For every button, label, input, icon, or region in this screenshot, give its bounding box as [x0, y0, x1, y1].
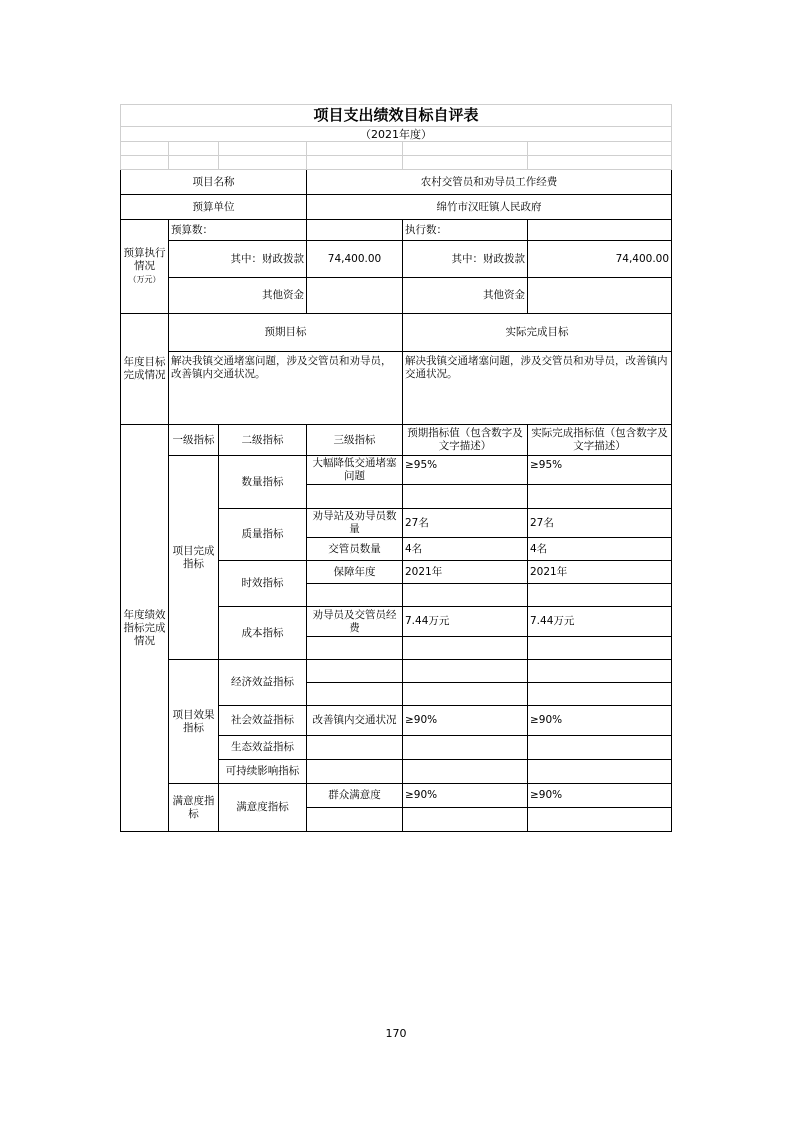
- level2-timeliness: 时效指标: [219, 561, 307, 607]
- header-level1: 一级指标: [169, 425, 219, 456]
- page-number: 170: [385, 1027, 407, 1040]
- page-subtitle: （2021年度）: [121, 127, 672, 142]
- expected-goal-header: 预期目标: [169, 314, 403, 352]
- level2-satisfaction: 满意度指标: [219, 784, 307, 832]
- project-name-label: 项目名称: [121, 170, 307, 195]
- budget-unit-label: 预算单位: [121, 195, 307, 220]
- cost-expected: 7.44万元: [403, 607, 528, 637]
- satisfaction-indicator-name: 群众满意度: [307, 784, 403, 808]
- fiscal-exec-label: 其中：财政拨款: [403, 241, 528, 278]
- other-budget-label: 其他资金: [169, 278, 307, 314]
- quality1-actual: 27名: [528, 509, 672, 538]
- timeliness-expected: 2021年: [403, 561, 528, 584]
- level2-sustainable: 可持续影响指标: [219, 760, 307, 784]
- group-effect: 项目效果指标: [169, 660, 219, 784]
- budget-section-text: 预算执行情况: [123, 247, 166, 272]
- fiscal-exec-value: 74,400.00: [528, 241, 672, 278]
- header-expected: 预期指标值（包含数字及文字描述）: [403, 425, 528, 456]
- fiscal-budget-label: 其中：财政拨款: [169, 241, 307, 278]
- satisfaction-actual: ≥90%: [528, 784, 672, 808]
- quantity-expected: ≥95%: [403, 456, 528, 485]
- quality2-indicator-name: 交管员数量: [307, 538, 403, 561]
- social-indicator-name: 改善镇内交通状况: [307, 706, 403, 736]
- quality1-expected: 27名: [403, 509, 528, 538]
- cost-indicator-name: 劝导员及交管员经费: [307, 607, 403, 637]
- expected-goal-text: 解决我镇交通堵塞问题，涉及交管员和劝导员，改善镇内交通状况。: [169, 352, 403, 425]
- quality1-indicator-name: 劝导站及劝导员数量: [307, 509, 403, 538]
- header-level3: 三级指标: [307, 425, 403, 456]
- indicators-section-label: 年度绩效指标完成情况: [121, 425, 169, 832]
- quantity-actual: ≥95%: [528, 456, 672, 485]
- group-satisfaction: 满意度指标: [169, 784, 219, 832]
- exec-amount-label: 执行数：: [403, 220, 528, 241]
- level2-ecological: 生态效益指标: [219, 736, 307, 760]
- social-expected: ≥90%: [403, 706, 528, 736]
- other-exec-label: 其他资金: [403, 278, 528, 314]
- actual-goal-header: 实际完成目标: [403, 314, 672, 352]
- timeliness-actual: 2021年: [528, 561, 672, 584]
- header-level2: 二级指标: [219, 425, 307, 456]
- budget-unit-value: 绵竹市汉旺镇人民政府: [307, 195, 672, 220]
- fiscal-budget-value: 74,400.00: [307, 241, 403, 278]
- page-title: 项目支出绩效目标自评表: [121, 105, 672, 127]
- quality2-actual: 4名: [528, 538, 672, 561]
- project-name-value: 农村交管员和劝导员工作经费: [307, 170, 672, 195]
- level2-quality: 质量指标: [219, 509, 307, 561]
- performance-table: [120, 104, 672, 832]
- quality2-expected: 4名: [403, 538, 528, 561]
- level2-cost: 成本指标: [219, 607, 307, 660]
- budget-amount-label: 预算数：: [169, 220, 307, 241]
- cost-actual: 7.44万元: [528, 607, 672, 637]
- quantity-indicator-name: 大幅降低交通堵塞问题: [307, 456, 403, 485]
- level2-quantity: 数量指标: [219, 456, 307, 509]
- header-actual: 实际完成指标值（包含数字及文字描述）: [528, 425, 672, 456]
- satisfaction-expected: ≥90%: [403, 784, 528, 808]
- level2-economic: 经济效益指标: [219, 660, 307, 706]
- actual-goal-text: 解决我镇交通堵塞问题，涉及交管员和劝导员，改善镇内交通状况。: [403, 352, 672, 425]
- social-actual: ≥90%: [528, 706, 672, 736]
- timeliness-indicator-name: 保障年度: [307, 561, 403, 584]
- level2-social: 社会效益指标: [219, 706, 307, 736]
- group-output: 项目完成指标: [169, 456, 219, 660]
- budget-section-label: [121, 220, 169, 314]
- budget-unit-note: （万元）: [128, 275, 161, 284]
- goals-section-label: 年度目标完成情况: [121, 314, 169, 425]
